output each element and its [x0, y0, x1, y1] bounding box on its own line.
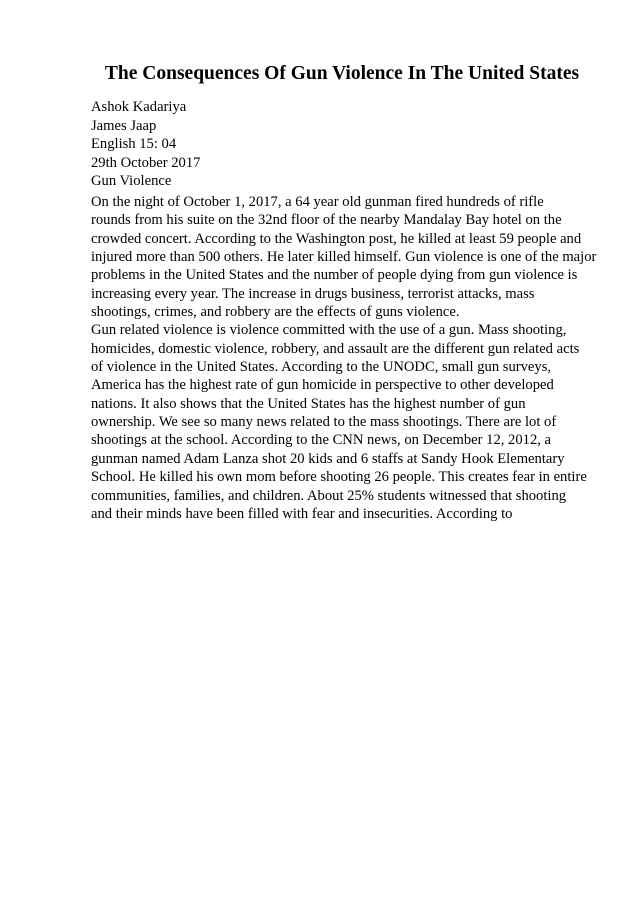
body-line: shootings, crimes, and robbery are the effects of guns violence.: [91, 304, 460, 321]
body-line: problems in the United States and the number of people dying from gun violence is: [91, 267, 578, 284]
body-line: communities, families, and children. About 25% students witnessed that shooting: [91, 487, 567, 504]
body-line: School. He killed his own mom before shooting 26 people. This creates fear in entire: [91, 469, 587, 486]
body-line: crowded concert. According to the Washington post, he killed at least 59 people and: [91, 230, 582, 247]
course-name: English 15: 04: [91, 136, 177, 152]
body-line: injured more than 500 others. He later killed himself. Gun violence is one of the major: [91, 249, 597, 266]
body-line: of violence in the United States. According to the UNODC, small gun surveys,: [91, 359, 552, 376]
author-name: Ashok Kadariya: [91, 99, 187, 115]
body-line: rounds from his suite on the 32nd floor of the nearby Mandalay Bay hotel on the: [91, 212, 562, 229]
body-line: shootings at the school. According to the CNN news, on December 12, 2012, a: [91, 432, 552, 449]
author-header: [91, 98, 591, 191]
body-line: America has the highest rate of gun homicide in perspective to other developed: [91, 377, 554, 394]
body-line: nations. It also shows that the United States has the highest number of gun: [91, 395, 526, 412]
body-line: gunman named Adam Lanza shot 20 kids and 6 staffs at Sandy Hook Elementary: [91, 450, 565, 467]
instructor-name: James Jaap: [91, 117, 157, 134]
body-line: and their minds have been filled with fear and insecurities. According to: [91, 505, 513, 522]
body-line: homicides, domestic violence, robbery, and assault are the different gun related acts: [91, 340, 580, 357]
body-line: On the night of October 1, 2017, a 64 year old gunman fired hundreds of rifle: [91, 194, 544, 210]
body-line: Gun related violence is violence committed with the use of a gun. Mass shooting,: [91, 322, 567, 339]
body-text: [91, 193, 597, 523]
body-line: ownership. We see so many news related to the mass shootings. There are lot of: [91, 414, 557, 431]
document-topic: Gun Violence: [91, 173, 172, 189]
document-date: 29th October 2017: [91, 154, 201, 171]
body-line: increasing every year. The increase in drugs business, terrorist attacks, mass: [91, 285, 535, 302]
document-title: The Consequences Of Gun Violence In The United States: [104, 63, 580, 84]
